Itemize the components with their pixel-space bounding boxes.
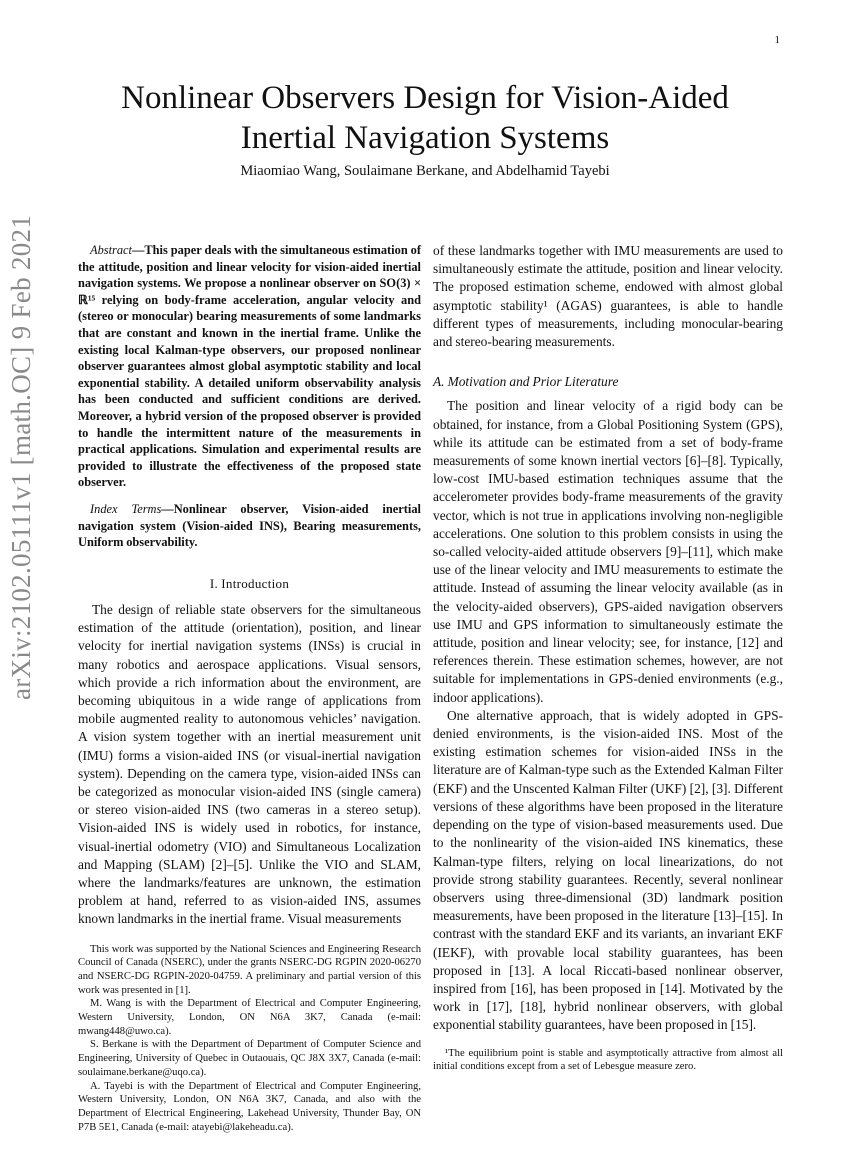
subsection-heading: A. Motivation and Prior Literature bbox=[433, 374, 619, 390]
paper-title bbox=[0, 78, 850, 158]
left-column bbox=[78, 242, 421, 929]
footnote: S. Berkane is with the Department of Department of Computer Science and Engineering, University of Quebec in Outaouais, QC J8X 3X7, Canada (e-mail: soulaimane.berkane@uqo.ca). bbox=[78, 1039, 421, 1078]
index-terms bbox=[78, 501, 421, 551]
page-number: 1 bbox=[774, 34, 780, 46]
right-column bbox=[433, 242, 783, 1035]
footnote: ¹The equilibrium point is stable and asymptotically attractive from almost all initial conditions except from a set of Lebesgue measure zero. bbox=[433, 1047, 783, 1073]
authors: Miaomiao Wang, Soulaimane Berkane, and Abdelhamid Tayebi bbox=[240, 163, 610, 179]
abstract-label: Abstract bbox=[90, 243, 132, 257]
body-paragraph: One alternative approach, that is widely adopted in GPS-denied environments, is the vision-aided INS. Most of the existing estimation schemes for vision-aided INSs in the literature are of Kalman-type such as the Extended Kalman Filter (EKF) and the Unscented Kalman Filter (UKF) [2], [3]. Different versions of these algorithms have been proposed in the literature depending on the type of vision-based measurements used. Due to the nonlinearity of the vision-aided INS kinematics, these Kalman-type filters, relying on local linearizations, do not provide strong stability guarantees. Recently, several nonlinear observers using three-dimensional (3D) landmark position measurements, have been proposed in the literature [13]–[15]. In contrast with the standard EKF and its variants, an invariant EKF (IEKF), with provable local stability guarantees, has been proposed in [13]. A local Riccati-based nonlinear observer, inspired from [16], has been proposed in [14]. Motivated by the work in [17], [18], hybrid nonlinear observers, with global exponential stability guarantees, have been proposed in [15]. bbox=[433, 707, 783, 1033]
intro-paragraph: The design of reliable state observers for the simultaneous estimation of the attitude (orientation), position, and linear velocity for inertial navigation systems (INSs) is crucial in many robotics and aerospace applications. Visual sensors, which provide a rich information about the environment, are becoming ubiquitous in a wide range of applications from mobile augmented reality to autonomous vehicles’ navigation. A vision system together with an inertial measurement unit (IMU) forms a vision-aided INS (or visual-inertial navigation system). Depending on the camera type, vision-aided INSs can be categorized as monocular vision-aided INS (single camera) or stereo vision-aided INS (two cameras in a stereo setup). Vision-aided INS is widely used in robotics, for instance, visual-inertial odometry (VIO) and Simultaneous Localization and Mapping (SLAM) [2]–[5]. Unlike the VIO and SLAM, where the landmarks/features are unknown, the estimation problem at hand, referred to as vision-aided INS, assumes known landmarks in the inertial frame. Visual measurements bbox=[78, 601, 421, 927]
left-column-wrapper bbox=[78, 242, 421, 1154]
agas-footnote bbox=[433, 1047, 783, 1074]
footnote: A. Tayebi is with the Department of Electrical and Computer Engineering, Western University, London, ON N6A 3K7, Canada, and also with the Department of Electrical Engineering, Lakehead University, Thunder Bay, ON P7B 5E1, Canada (e-mail: atayebi@lakeheadu.ca). bbox=[78, 1080, 421, 1133]
title-line-2: Inertial Navigation Systems bbox=[240, 120, 610, 156]
body-paragraph: The position and linear velocity of a rigid body can be obtained, for instance, from a Global Positioning System (GPS), while its attitude can be estimated from a set of body-frame measurements of some known inertial vectors [6]–[8]. Typically, low-cost IMU-based estimation techniques assume that the accelerometer provides body-frame measurements of the gravity vector, which is not true in applications involving non-negligible accelerations. One solution to this problem consists in using the so-called velocity-aided attitude observers [9]–[11], which make use of the linear velocity and IMU measurements to estimate the attitude. Instead of assuming the linear velocity available (as in the velocity-aided observers), GPS-aided navigation observers use IMU and GPS information to simultaneously estimate the attitude, position and linear velocity; see, for instance, [12] and references therein. These estimation schemes, however, are not suitable for implementations in GPS-denied environments (e.g., indoor applications). bbox=[433, 398, 783, 705]
section-heading-introduction: I. Introduction bbox=[209, 575, 290, 591]
abstract-text: —This paper deals with the simultaneous estimation of the attitude, position and linear velocity for vision-aided inertial navigation systems. We propose a nonlinear observer on SO(3) × ℝ¹⁵ relying on body-frame acceleration, angular velocity and (stereo or monocular) bearing measurements of some landmarks that are constant and known in the inertial frame. Unlike the existing local Kalman-type observers, our proposed nonlinear observer guarantees almost global asymptotic stability and local exponential stability. A detailed uniform observability analysis has been conducted and sufficient conditions are derived. Moreover, a hybrid version of the proposed observer is provided to handle the intermittent nature of the measurements in practical applications. Simulation and experimental results are provided to illustrate the effectiveness of the proposed state observer. bbox=[78, 243, 421, 490]
author-footnotes bbox=[78, 943, 421, 1135]
right-column-wrapper bbox=[433, 242, 783, 1094]
continued-paragraph: of these landmarks together with IMU measurements are used to simultaneously estimate the attitude, position and linear velocity. The proposed estimation scheme, endowed with almost global asymptotic stability¹ (AGAS) guarantees, is able to handle different types of measurements, including monocular-bearing and stereo-bearing measurements. bbox=[433, 243, 783, 350]
footnote: This work was supported by the National Sciences and Engineering Research Council of Canada (NSERC), under the grants NSERC-DG RGPIN 2020-06270 and NSERC-DG RGPIN-2020-04759. A preliminary and partial version of this work was presented in [1]. bbox=[78, 943, 421, 996]
index-terms-text: —Nonlinear observer, Vision-aided inertial navigation system (Vision-aided INS), Bearing measurements, Uniform observability. bbox=[78, 501, 421, 550]
footnote: M. Wang is with the Department of Electrical and Computer Engineering, Western University, London, ON N6A 3K7, Canada (e-mail: mwang448@uwo.ca). bbox=[78, 998, 421, 1037]
abstract bbox=[78, 242, 421, 491]
index-terms-label: Index Terms bbox=[90, 501, 162, 516]
arxiv-stamp: arXiv:2102.05111v1 [math.OC] 9 Feb 2021 bbox=[6, 214, 36, 700]
title-line-1: Nonlinear Observers Design for Vision-Aided bbox=[121, 80, 729, 116]
